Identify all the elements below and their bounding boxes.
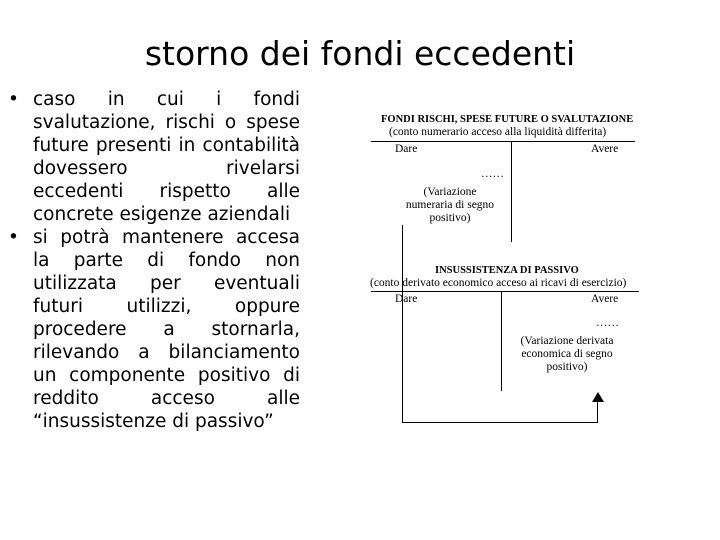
bullet-list [8,88,300,433]
account2-debit-label: Dare [395,293,418,305]
account2-note-line-2: economica di segno [521,348,613,360]
connector-left-line [402,225,403,423]
account2-ellipsis: …… [596,317,619,329]
account1-ellipsis: …… [481,168,504,180]
bullet-item-1: • caso in cui i fondi svalutazione, rischi o spese future presenti in contabilità dovessero rivelarsi eccedenti rispetto alle concrete esigenze aziendali [8,88,300,226]
account2-note [506,335,628,374]
account1-debit-label: Dare [395,143,418,155]
account1-horizontal-line [371,141,635,142]
account1-note [395,186,505,225]
slide-title: storno dei fondi eccedenti [144,34,576,73]
account2-vertical-line [501,291,502,391]
account1-note-line-3: positivo) [429,212,471,224]
account1-note-line-2: numeraria di segno [405,199,495,211]
account2-note-line-3: positivo) [546,361,588,373]
account1-note-line-1: (Variazione [423,186,477,198]
account1-subtitle: (conto numerario acceso alla liquidità differita) [389,126,607,138]
account2-subtitle: (conto derivato economico acceso ai ricavi di esercizio) [370,277,627,289]
account1-title: FONDI RISCHI, SPESE FUTURE O SVALUTAZIONE [381,114,634,125]
connector-bottom-line [402,422,598,423]
arrow-up-icon [591,392,605,402]
account1-vertical-line [511,141,512,242]
account2-title: INSUSSISTENZA DI PASSIVO [435,265,579,276]
account1-credit-label: Avere [591,143,619,155]
bullet-item-2: • si potrà mantenere accesa la parte di fondo non utilizzata per eventuali futuri utilizzi, oppure procedere a stornarla, rilevando a bilanciamento un componente positivo di reddito acceso alle “insussistenze di passivo” [8,226,300,433]
account2-horizontal-line [371,291,639,292]
account2-credit-label: Avere [591,293,619,305]
account2-note-line-1: (Variazione derivata [520,335,614,347]
